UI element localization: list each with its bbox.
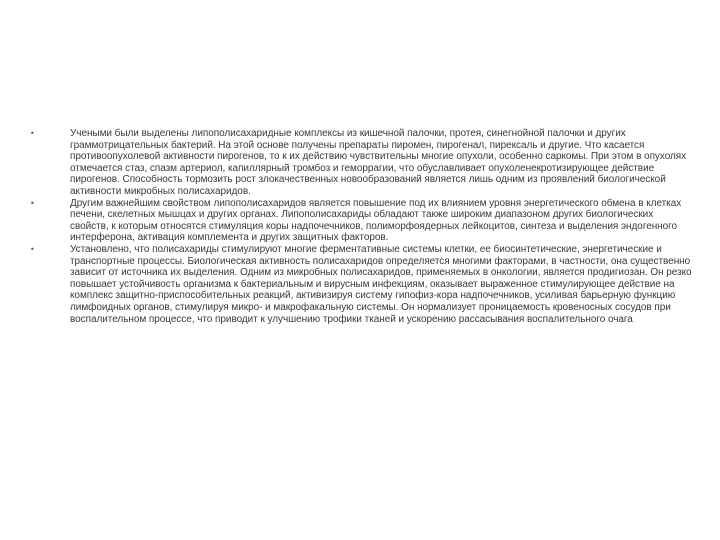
bullet-item-2 xyxy=(30,198,694,244)
bullet-item-1 xyxy=(30,128,694,198)
bullet-icon: • xyxy=(30,244,35,254)
bullet-icon: • xyxy=(30,129,35,138)
bullet-item-3 xyxy=(30,244,694,325)
bullet-icon: • xyxy=(30,198,35,208)
bullet-text: Другим важнейшим свойством липополисахаридов является повышение под их влиянием уровня энергетического обмена в клетках печени, скелетных мышцах и других органах. Липополисахариды обладают также широким диапазоном других биологических свойств, к которым относятся стимуляция коры надпочечников, полиморфоядерных лейкоцитов, синтеза и выделения эндогенного интерферона, активация комплемента и других защитных факторов. xyxy=(70,197,682,244)
bullet-text: Учеными были выделены липополисахаридные комплексы из кишечной палочки, протея, синегнойной палочки и других граммотрицательных бактерий. На этой основе получены препараты пиромен, пирогенал, пирексаль и другие. Что касается противоопухолевой активности пирогенов, то к их действию чувствительны многие опухоли, особенно саркомы. При этом в опухолях отмечается стаз, спазм артериол, капиллярный тромбоз и геморрагии, что обуславливает опухоленекротизирующее действие пирогенов. Способность тормозить рост злокачественных новообразований является лишь одним из проявлений биологической активности микробных полисахаридов. xyxy=(70,128,687,197)
bullet-list xyxy=(30,128,694,325)
bullet-text: Установлено, что полисахариды стимулируют многие ферментативные системы клетки, ее биосинтетические, энергетические и транспортные процессы. Биологическая активность полисахаридов определяется многими факторами, в частности, она существенно зависит от источника их выделения. Одним из микробных полисахаридов, применяемых в онкологии, является продигиозан. Он резко повышает устойчивость организма к бактериальным и вирусным инфекциям, оказывает выраженное стимулирующее действие на комплекс защитно-приспособительных реакций, активизируя систему гипофиз-кора надпочечников, усиливая барьерную функцию лимфоидных органов, стимулируя микро- и макрофакальную системы. Он нормализует проницаемость кровеносных сосудов при воспалительном процессе, что приводит к улучшению трофики тканей и ускорению рассасывания воспалительного очага xyxy=(70,243,692,325)
